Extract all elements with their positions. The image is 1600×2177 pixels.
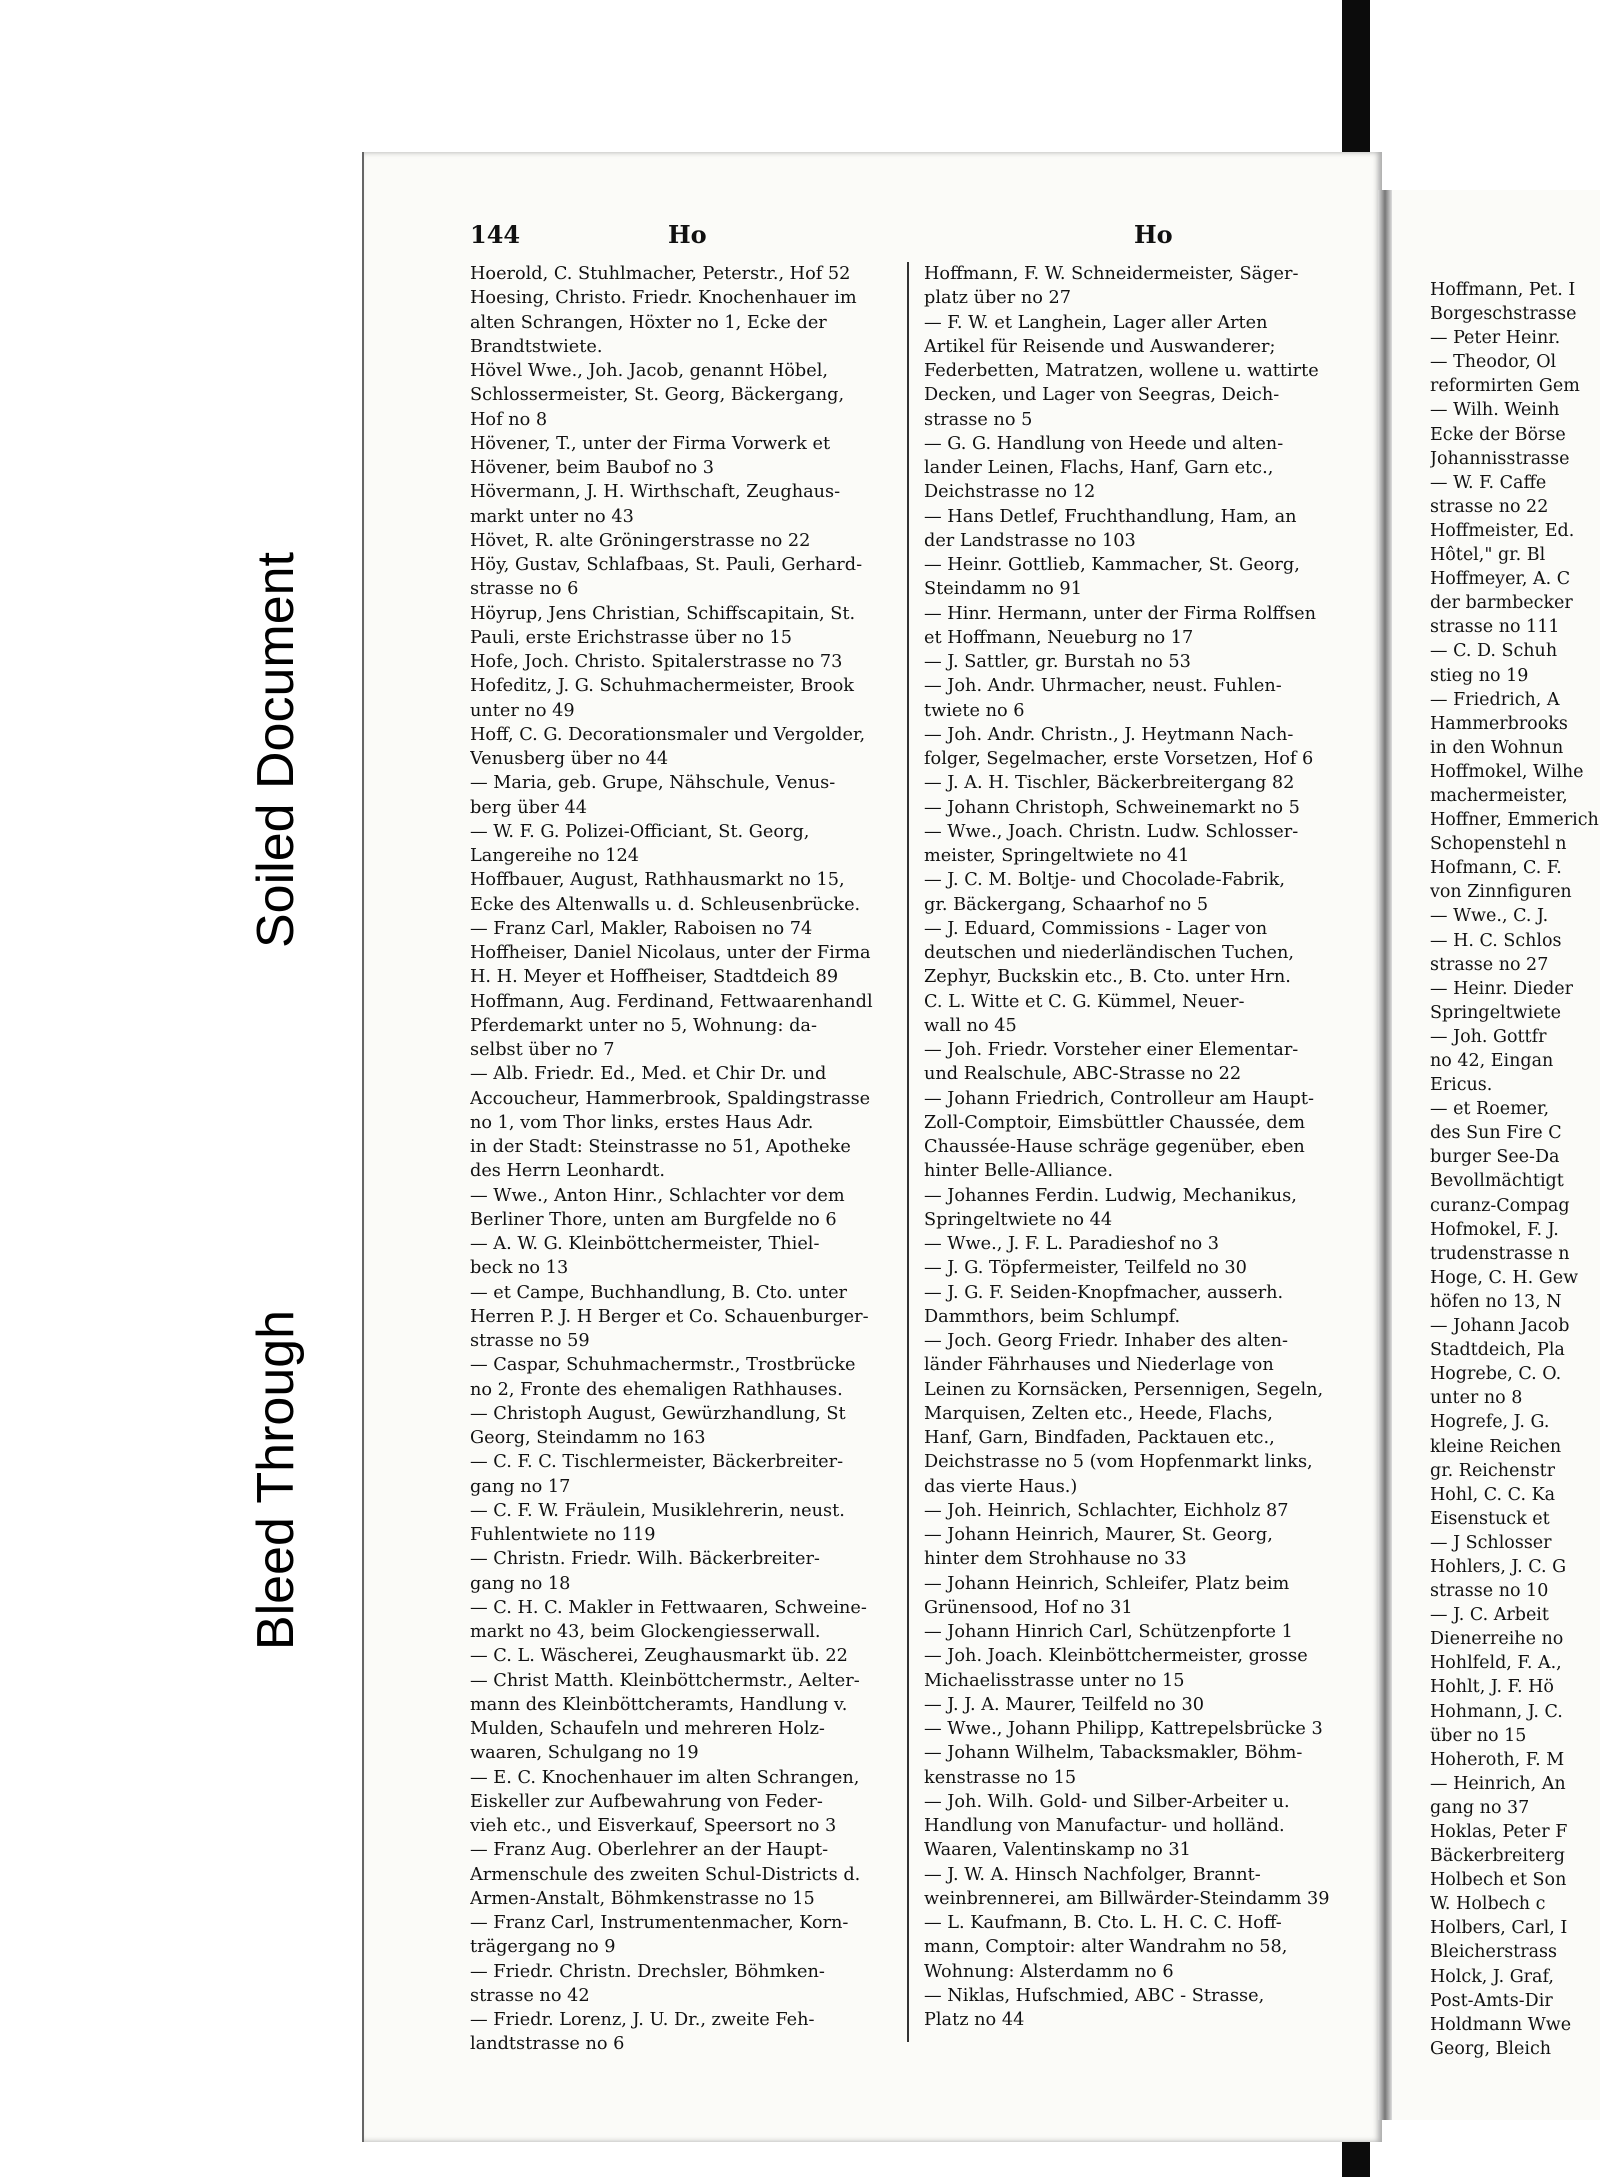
directory-line: — J. A. H. Tischler, Bäckerbreitergang 82 (924, 773, 1295, 794)
directory-line: Holck, J. Graf, (1430, 1966, 1554, 1987)
directory-line: wall no 45 (924, 1015, 1017, 1036)
directory-line: — J. G. F. Seiden-Knopfmacher, ausserh. (924, 1282, 1284, 1303)
directory-line: Hohlt, J. F. Hö (1430, 1677, 1554, 1698)
directory-line: — J. Sattler, gr. Burstah no 53 (924, 652, 1191, 672)
directory-line: — Joh. Gottfr (1430, 1026, 1547, 1047)
directory-column-left (470, 262, 910, 2057)
directory-line: — F. W. et Langhein, Lager aller Arten (924, 312, 1268, 333)
directory-line: Hofe, Joch. Christo. Spitalerstrasse no 73 (470, 652, 843, 672)
directory-line: — Johannes Ferdin. Ludwig, Mechanikus, (924, 1185, 1297, 1206)
page-number: 144 (470, 220, 521, 249)
directory-line: Fuhlentwiete no 119 (470, 1525, 656, 1545)
directory-line: von Zinnfiguren (1430, 882, 1572, 903)
directory-line: Hohlers, J. C. G (1430, 1556, 1567, 1577)
directory-line: — Johann Jacob (1430, 1316, 1570, 1337)
directory-line: strasse no 27 (1430, 954, 1549, 975)
directory-line: strasse no 6 (470, 579, 579, 600)
directory-line: — Wwe., Anton Hinr., Schlachter vor dem (470, 1185, 845, 1206)
page-gutter (1378, 190, 1392, 2120)
directory-line: strasse no 42 (470, 1985, 590, 2006)
directory-line: unter no 8 (1430, 1388, 1523, 1409)
directory-line: Höy, Gustav, Schlafbaas, St. Pauli, Gerhard- (470, 555, 863, 575)
directory-line: mann des Kleinböttcheramts, Handlung v. (470, 1694, 848, 1715)
directory-line: Hoge, C. H. Gew (1430, 1267, 1579, 1288)
directory-line: strasse no 59 (470, 1331, 590, 1351)
directory-line: — Christn. Friedr. Wilh. Bäckerbreiter- (470, 1549, 820, 1570)
directory-line: — Johann Heinrich, Schleifer, Platz beim (924, 1573, 1290, 1594)
directory-line: — Christoph August, Gewürzhandlung, St (470, 1403, 846, 1424)
directory-column-middle (924, 262, 1376, 2032)
directory-line: Ericus. (1430, 1075, 1493, 1096)
directory-line: — Niklas, Hufschmied, ABC - Strasse, (924, 1985, 1265, 2006)
directory-line: Accoucheur, Hammerbrook, Spaldingstrasse (470, 1088, 871, 1109)
directory-line: Hohlfeld, F. A., (1430, 1653, 1562, 1674)
directory-line: — W. F. Caffe (1430, 472, 1547, 493)
directory-line: meister, Springeltwiete no 41 (924, 846, 1190, 866)
directory-line: das vierte Haus.) (924, 1476, 1078, 1497)
directory-line: markt no 43, beim Glockengiesserwall. (470, 1622, 821, 1642)
directory-line: — Wwe., Johann Philipp, Kattrepelsbrücke 3 (924, 1719, 1323, 1739)
directory-line: Holbech et Son (1430, 1870, 1567, 1891)
directory-line: kleine Reichen (1430, 1436, 1562, 1457)
directory-line: Hoffbauer, August, Rathhausmarkt no 15, (470, 870, 845, 891)
directory-line: — Wwe., J. F. L. Paradieshof no 3 (924, 1234, 1219, 1254)
directory-line: machermeister, (1430, 785, 1568, 806)
directory-line: Decken, und Lager von Seegras, Deich- (924, 385, 1280, 406)
directory-line: gr. Reichenstr (1430, 1460, 1555, 1481)
directory-line: — Wwe., C. J. (1430, 906, 1549, 927)
directory-line: Hoffmann, F. W. Schneidermeister, Säger- (924, 264, 1299, 284)
directory-line: gang no 17 (470, 1476, 571, 1497)
directory-line: länder Fährhauses und Niederlage von (924, 1355, 1274, 1376)
directory-line: — Joh. Joach. Kleinböttchermeister, grosse (924, 1646, 1308, 1667)
directory-line: Hoffner, Emmerich (1430, 810, 1599, 831)
directory-line: — Hans Detlef, Fruchthandlung, Ham, an (924, 506, 1297, 527)
directory-line: unter no 49 (470, 700, 575, 721)
directory-line: Hogrebe, C. O. (1430, 1364, 1562, 1385)
directory-line: gang no 37 (1430, 1797, 1530, 1818)
directory-line: Platz no 44 (924, 2010, 1025, 2030)
directory-line: — Friedr. Lorenz, J. U. Dr., zweite Feh- (470, 2010, 815, 2030)
directory-line: Höyrup, Jens Christian, Schiffscapitain, St. (470, 603, 856, 624)
directory-line: — Johann Hinrich Carl, Schützenpforte 1 (924, 1622, 1293, 1642)
directory-line: Schopenstehl n (1430, 834, 1567, 855)
directory-line: lander Leinen, Flachs, Hanf, Garn etc., (924, 458, 1274, 478)
directory-line: und Realschule, ABC-Strasse no 22 (924, 1064, 1242, 1085)
directory-line: hinter dem Strohhause no 33 (924, 1549, 1187, 1570)
directory-line: des Herrn Leonhardt. (470, 1161, 666, 1182)
right-running-head: Ho (1134, 220, 1173, 249)
directory-line: Hoffheiser, Daniel Nicolaus, unter der Firma (470, 943, 871, 963)
directory-line: vieh etc., und Eisverkauf, Speersort no 3 (470, 1816, 837, 1836)
directory-line: — Heinr. Dieder (1430, 978, 1574, 999)
directory-line: — Heinrich, An (1430, 1773, 1566, 1794)
directory-line: Hohl, C. C. Ka (1430, 1484, 1556, 1505)
directory-line: — J. C. M. Boltje- und Chocolade-Fabrik, (924, 870, 1285, 891)
directory-line: — et Roemer, (1430, 1099, 1550, 1120)
directory-line: Artikel für Reisende und Auswanderer; (924, 336, 1276, 357)
directory-line: Hammerbrooks (1430, 713, 1568, 734)
directory-line: Dammthors, beim Schlumpf. (924, 1306, 1181, 1327)
directory-line: Leinen zu Kornsäcken, Persennigen, Segeln, (924, 1379, 1324, 1400)
directory-line: — Joch. Georg Friedr. Inhaber des alten- (924, 1331, 1288, 1351)
directory-line: Steindamm no 91 (924, 579, 1082, 600)
directory-line: twiete no 6 (924, 700, 1025, 721)
soiled-document-label: Soiled Document (236, 460, 316, 1040)
directory-line: folger, Segelmacher, erste Vorsetzen, Hof 6 (924, 749, 1314, 769)
directory-line: Zoll-Comptoir, Eimsbüttler Chaussée, dem (924, 1112, 1305, 1133)
directory-line: in den Wohnun (1430, 737, 1564, 758)
directory-line: der Landstrasse no 103 (924, 530, 1136, 551)
directory-line: — Wwe., Joach. Christn. Ludw. Schlosser- (924, 821, 1299, 842)
directory-line: Hövener, T., unter der Firma Vorwerk et (470, 433, 831, 454)
directory-line: — Theodor, Ol (1430, 352, 1557, 373)
directory-line: — Wilh. Weinh (1430, 400, 1560, 421)
directory-line: Federbetten, Matratzen, wollene u. wattirte (924, 361, 1319, 381)
directory-line: — Maria, geb. Grupe, Nähschule, Venus- (470, 773, 836, 794)
directory-line: — Johann Friedrich, Controlleur am Haupt- (924, 1088, 1314, 1109)
directory-line: — Joh. Heinrich, Schlachter, Eichholz 87 (924, 1500, 1289, 1521)
directory-line: kenstrasse no 15 (924, 1767, 1077, 1788)
directory-line: strasse no 111 (1430, 617, 1560, 638)
directory-line: Hövermann, J. H. Wirthschaft, Zeughaus- (470, 482, 841, 503)
directory-line: Armen-Anstalt, Böhmkenstrasse no 15 (470, 1888, 815, 1909)
directory-line: burger See-Da (1430, 1147, 1560, 1168)
directory-line: Handlung von Manufactur- und holländ. (924, 1816, 1285, 1836)
directory-line: Grünensood, Hof no 31 (924, 1597, 1133, 1618)
directory-line: Johannisstrasse (1430, 448, 1570, 469)
directory-line: — Joh. Wilh. Gold- und Silber-Arbeiter u. (924, 1791, 1290, 1812)
directory-line: Hövel Wwe., Joh. Jacob, genannt Höbel, (470, 361, 828, 381)
directory-line: — Franz Carl, Makler, Raboisen no 74 (470, 918, 813, 939)
directory-line: alten Schrangen, Höxter no 1, Ecke der (470, 312, 827, 333)
directory-line: — Friedr. Christn. Drechsler, Böhmken- (470, 1961, 825, 1982)
directory-line: weinbrennerei, am Billwärder-Steindamm 39 (924, 1888, 1330, 1909)
directory-line: Hoffmokel, Wilhe (1430, 761, 1584, 782)
directory-line: Hofmann, C. F. (1430, 858, 1562, 879)
directory-line: Marquisen, Zelten etc., Heede, Flachs, (924, 1403, 1273, 1424)
directory-line: Mulden, Schaufeln und mehreren Holz- (470, 1719, 825, 1739)
directory-line: — Joh. Andr. Christn., J. Heytmann Nach- (924, 724, 1294, 745)
directory-line: — Johann Christoph, Schweinemarkt no 5 (924, 797, 1300, 818)
directory-line: — C. F. W. Fräulein, Musiklehrerin, neust. (470, 1500, 845, 1521)
directory-line: Eisenstuck et (1430, 1508, 1550, 1529)
directory-line: Pferdemarkt unter no 5, Wohnung: da- (470, 1015, 817, 1036)
directory-line: berg über 44 (470, 797, 587, 818)
directory-line: trudenstrasse n (1430, 1243, 1570, 1264)
directory-line: platz über no 27 (924, 288, 1072, 309)
directory-line: — Peter Heinr. (1430, 328, 1561, 349)
directory-line: trägergang no 9 (470, 1937, 616, 1958)
directory-line: — Hinr. Hermann, unter der Firma Rolffsen (924, 603, 1316, 624)
bleed-through-label: Bleed Through (236, 1190, 316, 1770)
left-running-head: Ho (668, 220, 707, 249)
directory-line: Hohmann, J. C. (1430, 1701, 1563, 1722)
directory-line: gang no 18 (470, 1573, 571, 1594)
directory-line: Hoff, C. G. Decorationsmaler und Vergolder, (470, 724, 866, 745)
directory-line: Hoesing, Christo. Friedr. Knochenhauer im (470, 288, 857, 309)
directory-line: — Franz Aug. Oberlehrer an der Haupt- (470, 1840, 829, 1861)
directory-line: strasse no 5 (924, 409, 1033, 430)
directory-line: — J. W. A. Hinsch Nachfolger, Brannt- (924, 1864, 1261, 1885)
directory-line: — Joh. Andr. Uhrmacher, neust. Fuhlen- (924, 676, 1282, 697)
directory-line: H. H. Meyer et Hoffheiser, Stadtdeich 89 (470, 967, 839, 988)
directory-line: der barmbecker (1430, 593, 1573, 614)
directory-line: Wohnung: Alsterdamm no 6 (924, 1961, 1174, 1982)
directory-line: über no 15 (1430, 1725, 1527, 1746)
directory-line: W. Holbech c (1430, 1894, 1546, 1915)
directory-line: Michaelisstrasse unter no 15 (924, 1670, 1185, 1691)
directory-line: — C. D. Schuh (1430, 641, 1558, 662)
directory-line: Hoffmeister, Ed. (1430, 520, 1575, 541)
directory-line: Hanf, Garn, Bindfaden, Packtauen etc., (924, 1428, 1275, 1448)
directory-line: Hoffmeyer, A. C (1430, 569, 1571, 590)
directory-line: no 42, Eingan (1430, 1051, 1554, 1071)
directory-line: Zephyr, Buckskin etc., B. Cto. unter Hrn. (924, 967, 1291, 988)
directory-line: Springeltwiete (1430, 1002, 1561, 1023)
directory-line: Springeltwiete no 44 (924, 1209, 1113, 1230)
directory-line: Hoheroth, F. M (1430, 1749, 1565, 1770)
directory-line: — J. G. Töpfermeister, Teilfeld no 30 (924, 1258, 1247, 1279)
directory-line: strasse no 10 (1430, 1581, 1549, 1602)
directory-line: deutschen und niederländischen Tuchen, (924, 943, 1295, 963)
directory-line: Georg, Bleich (1430, 2038, 1552, 2059)
directory-line: Stadtdeich, Pla (1430, 1340, 1565, 1361)
directory-line: Hoklas, Peter F (1430, 1822, 1568, 1842)
directory-line: beck no 13 (470, 1258, 569, 1279)
directory-line: no 1, vom Thor links, erstes Haus Adr. (470, 1112, 814, 1133)
directory-line: gr. Bäckergang, Schaarhof no 5 (924, 894, 1209, 915)
directory-line: markt unter no 43 (470, 506, 634, 527)
directory-line: — J Schlosser (1430, 1532, 1552, 1553)
directory-line: Eiskeller zur Aufbewahrung von Feder- (470, 1791, 823, 1812)
directory-line: — C. L. Wäscherei, Zeughausmarkt üb. 22 (470, 1646, 848, 1667)
directory-line: stieg no 19 (1430, 665, 1529, 686)
directory-line: landtstrasse no 6 (470, 2034, 625, 2055)
directory-line: — C. H. C. Makler in Fettwaaren, Schweine- (470, 1597, 867, 1618)
directory-line: Georg, Steindamm no 163 (470, 1428, 706, 1448)
directory-line: Hövener, beim Baubof no 3 (470, 458, 714, 478)
directory-column-facing-page (1430, 278, 1600, 2061)
directory-line: hinter Belle-Alliance. (924, 1161, 1113, 1182)
directory-line: Venusberg über no 44 (470, 749, 669, 769)
directory-line: Hofeditz, J. G. Schuhmachermeister, Brook (470, 676, 854, 697)
directory-line: — W. F. G. Polizei-Officiant, St. Georg, (470, 821, 810, 842)
directory-line: Schlossermeister, St. Georg, Bäckergang, (470, 385, 845, 406)
directory-line: — L. Kaufmann, B. Cto. L. H. C. C. Hoff- (924, 1913, 1282, 1933)
directory-line: Borgeschstrasse (1430, 304, 1577, 325)
directory-line: no 2, Fronte des ehemaligen Rathhauses. (470, 1379, 843, 1400)
directory-line: — H. C. Schlos (1430, 930, 1562, 951)
directory-line: — J. C. Arbeit (1430, 1605, 1549, 1626)
directory-line: Hoffmann, Pet. I (1430, 280, 1576, 300)
directory-line: Hofmokel, F. J. (1430, 1219, 1559, 1240)
directory-line: — E. C. Knochenhauer im alten Schrangen, (470, 1767, 860, 1788)
directory-line: curanz-Compag (1430, 1195, 1570, 1216)
directory-line: mann, Comptoir: alter Wandrahm no 58, (924, 1937, 1288, 1958)
directory-line: Deichstrasse no 12 (924, 482, 1096, 503)
directory-line: — Alb. Friedr. Ed., Med. et Chir Dr. und (470, 1064, 827, 1085)
directory-line: — Johann Wilhelm, Tabacksmakler, Böhm- (924, 1743, 1303, 1764)
directory-line: — Friedrich, A (1430, 689, 1560, 710)
directory-line: — Caspar, Schuhmachermstr., Trostbrücke (470, 1355, 856, 1376)
directory-line: Hoffmann, Aug. Ferdinand, Fettwaarenhandl (470, 991, 873, 1012)
directory-line: Langereihe no 124 (470, 846, 639, 866)
directory-line: Post-Amts-Dir (1430, 1990, 1553, 2011)
directory-line: — J. Eduard, Commissions - Lager von (924, 918, 1268, 939)
directory-line: — J. J. A. Maurer, Teilfeld no 30 (924, 1694, 1204, 1715)
directory-line: strasse no 22 (1430, 496, 1549, 517)
directory-line: Hoerold, C. Stuhlmacher, Peterstr., Hof 52 (470, 264, 851, 284)
directory-line: Holdmann Wwe (1430, 2014, 1572, 2035)
directory-line: — et Campe, Buchhandlung, B. Cto. unter (470, 1282, 848, 1303)
directory-line: in der Stadt: Steinstrasse no 51, Apotheke (470, 1137, 851, 1157)
directory-line: höfen no 13, N (1430, 1291, 1562, 1312)
directory-line: — Heinr. Gottlieb, Kammacher, St. Georg, (924, 555, 1300, 575)
directory-line: Bäckerbreiterg (1430, 1846, 1565, 1867)
directory-line: Hogrefe, J. G. (1430, 1412, 1550, 1433)
directory-line: Hof no 8 (470, 409, 548, 430)
directory-line: — Joh. Friedr. Vorsteher einer Elementar- (924, 1040, 1299, 1060)
directory-line: — Johann Heinrich, Maurer, St. Georg, (924, 1525, 1273, 1545)
directory-line: Berliner Thore, unten am Burgfelde no 6 (470, 1209, 837, 1230)
directory-line: Deichstrasse no 5 (vom Hopfenmarkt links, (924, 1452, 1313, 1473)
directory-line: selbst über no 7 (470, 1040, 615, 1060)
directory-line: Herren P. J. H Berger et Co. Schauenburger- (470, 1306, 869, 1327)
directory-line: reformirten Gem (1430, 376, 1580, 397)
directory-line: Hôtel," gr. Bl (1430, 545, 1546, 566)
directory-line: Ecke der Börse (1430, 424, 1566, 445)
directory-line: Chaussée-Hause schräge gegenüber, eben (924, 1137, 1305, 1157)
directory-line: Ecke des Altenwalls u. d. Schleusenbrücke. (470, 894, 861, 915)
directory-line: Dienerreihe no (1430, 1629, 1564, 1650)
directory-line: Armenschule des zweiten Schul-Districts d. (470, 1864, 861, 1885)
directory-line: des Sun Fire C (1430, 1123, 1562, 1144)
directory-line: — C. F. C. Tischlermeister, Bäckerbreiter- (470, 1452, 844, 1473)
directory-line: Hövet, R. alte Gröningerstrasse no 22 (470, 530, 811, 551)
directory-line: C. L. Witte et C. G. Kümmel, Neuer- (924, 991, 1245, 1012)
directory-line: — G. G. Handlung von Heede und alten- (924, 433, 1284, 454)
directory-line: Bevollmächtigt (1430, 1171, 1564, 1192)
directory-line: Bleicherstrass (1430, 1942, 1557, 1963)
directory-line: Waaren, Valentinskamp no 31 (924, 1840, 1191, 1861)
directory-line: Brandtstwiete. (470, 336, 603, 357)
directory-line: — A. W. G. Kleinböttchermeister, Thiel- (470, 1234, 820, 1254)
directory-line: Pauli, erste Erichstrasse über no 15 (470, 627, 792, 648)
directory-line: Holbers, Carl, I (1430, 1918, 1568, 1939)
directory-line: waaren, Schulgang no 19 (470, 1743, 699, 1764)
directory-line: — Christ Matth. Kleinböttchermstr., Aelter- (470, 1670, 860, 1691)
directory-line: et Hoffmann, Neueburg no 17 (924, 627, 1194, 648)
directory-line: — Franz Carl, Instrumentenmacher, Korn- (470, 1913, 849, 1933)
